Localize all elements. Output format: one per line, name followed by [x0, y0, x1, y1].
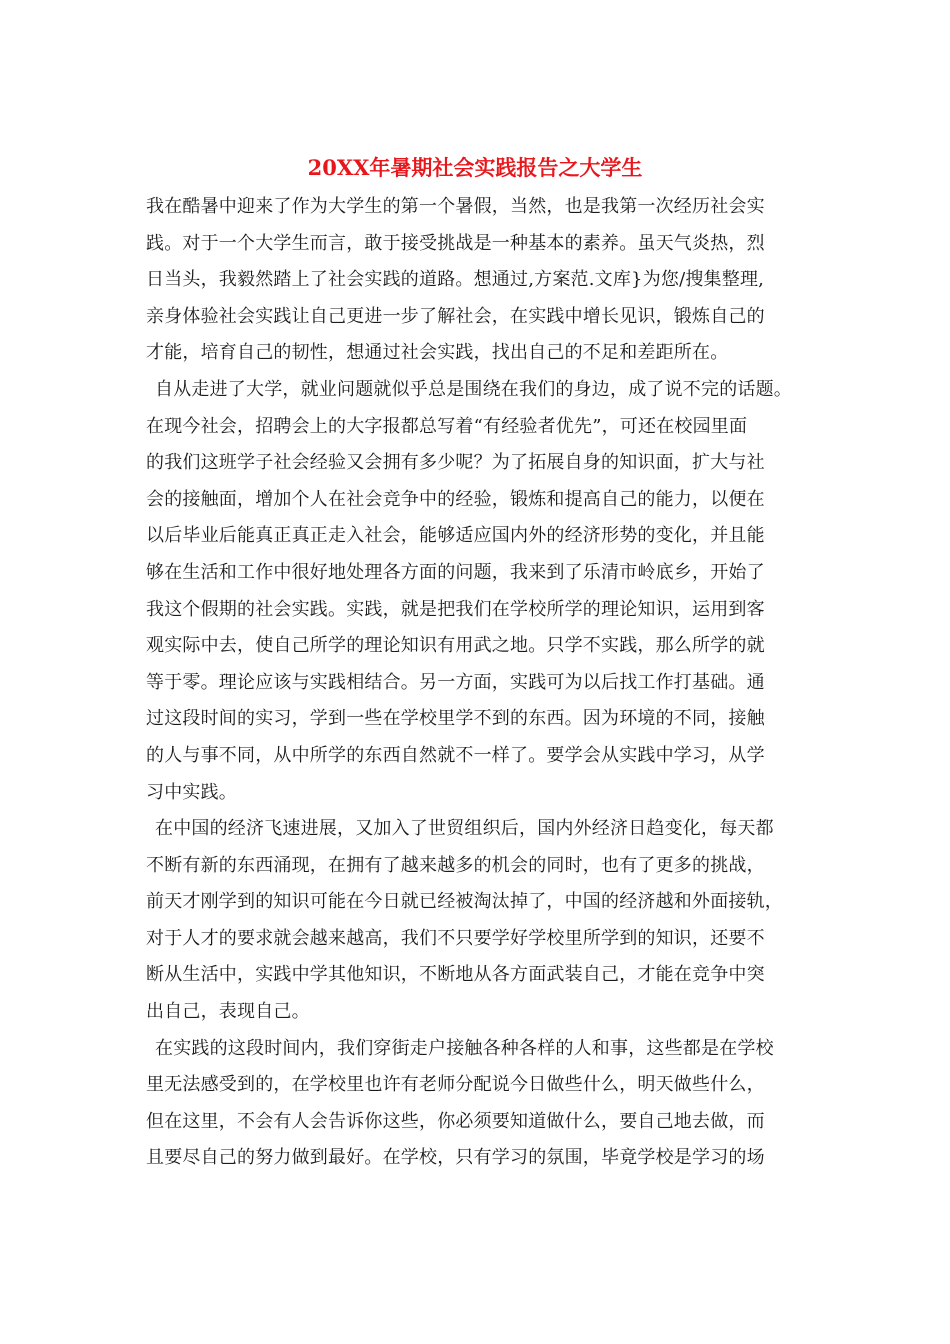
text-line: 在中国的经济飞速进展，又加入了世贸组织后，国内外经济日趋变化，每天都 [155, 818, 774, 840]
text-line: 我在酷暑中迎来了作为大学生的第一个暑假，当然，也是我第一次经历社会实 [146, 196, 765, 217]
text-line: 够在生活和工作中很好地处理各方面的问题，我来到了乐清市岭底乡，开始了 [146, 561, 765, 583]
text-line: 且要尽自己的努力做到最好。在学校，只有学习的氛围，毕竟学校是学习的场 [146, 1147, 765, 1169]
text-line: 不断有新的东西涌现，在拥有了越来越多的机会的同时，也有了更多的挑战， [146, 854, 765, 876]
text-line: 会的接触面，增加个人在社会竞争中的经验，锻炼和提高自己的能力，以便在 [146, 488, 765, 510]
text-line: 前天才刚学到的知识可能在今日就已经被淘汰掉了，中国的经济越和外面接轨， [146, 891, 783, 913]
document-body [146, 189, 826, 1177]
text-line: 践。对于一个大学生而言，敢于接受挑战是一种基本的素养。虽天气炎热，烈 [146, 232, 765, 254]
text-line: 日当头，我毅然踏上了社会实践的道路。想通过,方案范.文库}为您/搜集整理, [146, 269, 765, 291]
text-line: 里无法感受到的，在学校里也许有老师分配说今日做些什么，明天做些什么， [146, 1074, 765, 1096]
text-line: 出自己，表现自己。 [146, 1001, 310, 1023]
text-line: 我这个假期的社会实践。实践，就是把我们在学校所学的理论知识，运用到客 [146, 598, 765, 620]
text-line: 但在这里，不会有人会告诉你这些，你必须要知道做什么，要自己地去做，而 [146, 1110, 765, 1132]
text-line: 以后毕业后能真正真正走入社会，能够适应国内外的经济形势的变化，并且能 [146, 525, 765, 547]
text-line: 自从走进了大学，就业问题就似乎总是围绕在我们的身边，成了说不完的话题。 [155, 378, 792, 400]
text-line: 断从生活中，实践中学其他知识，不断地从各方面武装自己，才能在竞争中突 [146, 964, 765, 986]
text-line: 的我们这班学子社会经验又会拥有多少呢？为了拓展自身的知识面，扩大与社 [146, 452, 765, 474]
text-line: 习中实践。 [146, 781, 237, 803]
text-line: 亲身体验社会实践让自己更进一步了解社会，在实践中增长见识，锻炼自己的 [146, 305, 765, 327]
text-line: 在现今社会，招聘会上的大字报都总写着“有经验者优先”，可还在校园里面 [146, 415, 748, 437]
text-line: 观实际中去，使自己所学的理论知识有用武之地。只学不实践，那么所学的就 [146, 635, 765, 657]
text-line: 在实践的这段时间内，我们穿街走户接触各种各样的人和事，这些都是在学校 [155, 1037, 774, 1059]
text-line: 过这段时间的实习，学到一些在学校里学不到的东西。因为环境的不同，接触 [146, 708, 765, 730]
text-line: 对于人才的要求就会越来越高，我们不只要学好学校里所学到的知识，还要不 [146, 927, 765, 949]
document-title: 20XX年暑期社会实践报告之大学生 [307, 155, 643, 180]
text-line: 才能，培育自己的韧性，想通过社会实践，找出自己的不足和差距所在。 [146, 342, 729, 364]
text-line: 的人与事不同，从中所学的东西自然就不一样了。要学会从实践中学习，从学 [146, 744, 765, 766]
text-line: 等于零。理论应该与实践相结合。另一方面，实践可为以后找工作打基础。通 [146, 671, 765, 693]
